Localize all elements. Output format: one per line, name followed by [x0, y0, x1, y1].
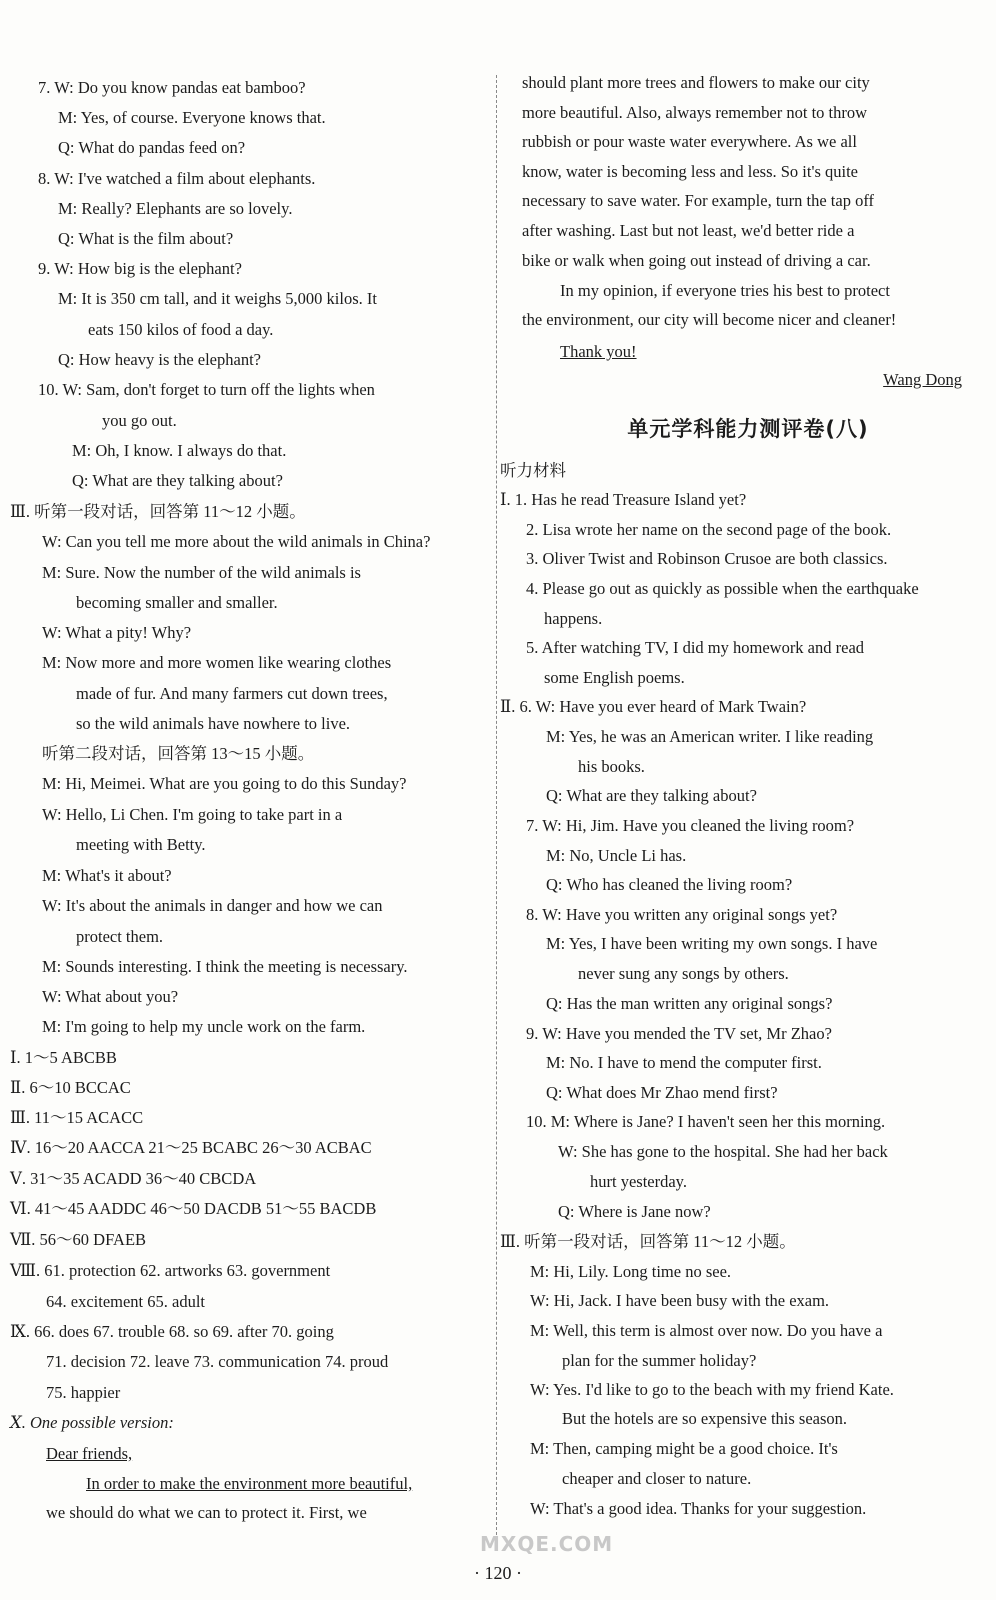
- text-line: M: No, Uncle Li has.: [546, 846, 687, 865]
- text-line: 64. excitement 65. adult: [46, 1292, 205, 1311]
- text-line: so the wild animals have nowhere to live.: [76, 714, 351, 733]
- column-divider: [496, 75, 497, 1540]
- text-line: necessary to save water. For example, turn the tap off: [522, 191, 875, 210]
- text-line: 75. happier: [46, 1383, 121, 1402]
- watermark: MXQE.COM: [480, 1532, 614, 1556]
- text-line: Ⅱ. 6. W: Have you ever heard of Mark Twain?: [500, 697, 807, 716]
- signature: Wang Dong: [883, 370, 962, 389]
- text-line: W: Hi, Jack. I have been busy with the exam.: [530, 1291, 830, 1310]
- text-line: Q: What are they talking about?: [72, 471, 283, 490]
- text-line: Q: Has the man written any original songs?: [546, 994, 833, 1013]
- text-line: his books.: [578, 757, 645, 776]
- text-line: made of fur. And many farmers cut down trees,: [76, 684, 388, 703]
- text-line: Ⅴ. 31～35 ACADD 36～40 CBCDA: [10, 1169, 257, 1188]
- text-line: Thank you!: [560, 342, 637, 361]
- text-line: W: That's a good idea. Thanks for your suggestion.: [530, 1499, 867, 1518]
- text-line: we should do what we can to protect it. First, we: [46, 1503, 367, 1522]
- text-line: Q: What are they talking about?: [546, 786, 757, 805]
- text-line: cheaper and closer to nature.: [562, 1469, 752, 1488]
- text-line: M: It is 350 cm tall, and it weighs 5,000 kilos. It: [58, 289, 377, 308]
- text-line: W: Hello, Li Chen. I'm going to take part in a: [42, 805, 343, 824]
- text-line: Q: How heavy is the elephant?: [58, 350, 261, 369]
- text-line: M: Now more and more women like wearing clothes: [42, 653, 392, 672]
- text-line: M: Yes, I have been writing my own songs. I have: [546, 934, 878, 953]
- text-line: 8. W: I've watched a film about elephants.: [38, 169, 316, 188]
- text-line: 10. M: Where is Jane? I haven't seen her this morning.: [526, 1112, 886, 1131]
- text-line: the environment, our city will become nicer and cleaner!: [522, 310, 897, 329]
- text-line: meeting with Betty.: [76, 835, 206, 854]
- text-line: 3. Oliver Twist and Robinson Crusoe are both classics.: [526, 549, 888, 568]
- text-line: hurt yesterday.: [590, 1172, 687, 1191]
- text-line: Ⅰ. 1～5 ABCBB: [10, 1048, 117, 1067]
- text-line: bike or walk when going out instead of driving a car.: [522, 251, 871, 270]
- text-line: W: Can you tell me more about the wild animals in China?: [42, 532, 431, 551]
- text-line: becoming smaller and smaller.: [76, 593, 278, 612]
- text-line: Ⅲ. 听第一段对话，回答第 11～12 小题。: [500, 1232, 796, 1251]
- text-line: Ⅲ. 听第一段对话，回答第 11～12 小题。: [10, 502, 306, 521]
- text-line: Q: What does Mr Zhao mend first?: [546, 1083, 778, 1102]
- text-line: W: She has gone to the hospital. She had her back: [558, 1142, 888, 1161]
- text-line: Q: What do pandas feed on?: [58, 138, 246, 157]
- text-line: 9. W: How big is the elephant?: [38, 259, 242, 278]
- text-line: you go out.: [102, 411, 177, 430]
- text-line: Ⅵ. 41～45 AADDC 46～50 DACDB 51～55 BACDB: [10, 1199, 377, 1218]
- text-line: should plant more trees and flowers to make our city: [522, 73, 870, 92]
- text-line: eats 150 kilos of food a day.: [88, 320, 274, 339]
- text-line: 听第二段对话，回答第 13～15 小题。: [42, 744, 315, 763]
- text-line: happens.: [544, 609, 603, 628]
- text-line: M: Really? Elephants are so lovely.: [58, 199, 293, 218]
- text-line: W: Yes. I'd like to go to the beach with my friend Kate.: [530, 1380, 894, 1399]
- text-line: Ⅷ. 61. protection 62. artworks 63. government: [10, 1261, 331, 1280]
- page-number: · 120 ·: [474, 1563, 522, 1583]
- text-line: know, water is becoming less and less. So it's quite: [522, 162, 858, 181]
- text-line: Ⅳ. 16～20 AACCA 21～25 BCABC 26～30 ACBAC: [10, 1138, 372, 1157]
- text-line: Ⅶ. 56～60 DFAEB: [10, 1230, 147, 1249]
- text-line: protect them.: [76, 927, 164, 946]
- text-line: M: What's it about?: [42, 866, 172, 885]
- text-line: W: It's about the animals in danger and how we can: [42, 896, 383, 915]
- text-line: In my opinion, if everyone tries his best to protect: [560, 281, 890, 300]
- text-line: In order to make the environment more beautiful,: [86, 1474, 413, 1493]
- text-line: M: Yes, he was an American writer. I like reading: [546, 727, 874, 746]
- text-line: M: Hi, Lily. Long time no see.: [530, 1262, 732, 1281]
- text-line: Ⅹ. One possible version:: [10, 1413, 174, 1432]
- text-line: plan for the summer holiday?: [562, 1351, 757, 1370]
- text-line: M: No. I have to mend the computer first.: [546, 1053, 822, 1072]
- text-line: W: What about you?: [42, 987, 179, 1006]
- text-line: M: Hi, Meimei. What are you going to do this Sunday?: [42, 774, 407, 793]
- text-line: 听力材料: [500, 461, 566, 480]
- text-line: Ⅱ. 6～10 BCCAC: [10, 1078, 131, 1097]
- text-line: 7. W: Hi, Jim. Have you cleaned the living room?: [526, 816, 855, 835]
- text-line: some English poems.: [544, 668, 685, 687]
- text-line: M: Yes, of course. Everyone knows that.: [58, 108, 326, 127]
- text-line: after washing. Last but not least, we'd better ride a: [522, 221, 855, 240]
- text-line: 7. W: Do you know pandas eat bamboo?: [38, 78, 306, 97]
- text-line: 2. Lisa wrote her name on the second page of the book.: [526, 520, 892, 539]
- text-line: Ⅸ. 66. does 67. trouble 68. so 69. after 70. going: [10, 1322, 334, 1341]
- text-line: Ⅲ. 11～15 ACACC: [10, 1108, 144, 1127]
- unit-title: 单元学科能力测评卷(八): [627, 417, 869, 441]
- text-line: M: Sounds interesting. I think the meeting is necessary.: [42, 957, 408, 976]
- text-line: M: Well, this term is almost over now. Do you have a: [530, 1321, 883, 1340]
- text-line: 9. W: Have you mended the TV set, Mr Zhao?: [526, 1024, 832, 1043]
- text-line: But the hotels are so expensive this season.: [562, 1409, 848, 1428]
- text-line: Ⅰ. 1. Has he read Treasure Island yet?: [500, 490, 747, 509]
- text-line: Dear friends,: [46, 1444, 133, 1463]
- text-line: Q: Who has cleaned the living room?: [546, 875, 793, 894]
- text-line: M: I'm going to help my uncle work on the farm.: [42, 1017, 366, 1036]
- text-line: M: Then, camping might be a good choice. It's: [530, 1439, 838, 1458]
- text-line: 4. Please go out as quickly as possible when the earthquake: [526, 579, 919, 598]
- text-line: Q: Where is Jane now?: [558, 1202, 711, 1221]
- text-line: rubbish or pour waste water everywhere. As we all: [522, 132, 857, 151]
- text-line: 10. W: Sam, don't forget to turn off the lights when: [38, 380, 375, 399]
- text-line: 8. W: Have you written any original songs yet?: [526, 905, 838, 924]
- text-line: M: Oh, I know. I always do that.: [72, 441, 287, 460]
- text-line: never sung any songs by others.: [578, 964, 789, 983]
- text-line: M: Sure. Now the number of the wild animals is: [42, 563, 361, 582]
- text-line: 5. After watching TV, I did my homework and read: [526, 638, 865, 657]
- text-line: Q: What is the film about?: [58, 229, 234, 248]
- text-line: 71. decision 72. leave 73. communication 74. proud: [46, 1352, 389, 1371]
- text-line: more beautiful. Also, always remember not to throw: [522, 103, 868, 122]
- text-line: W: What a pity! Why?: [42, 623, 192, 642]
